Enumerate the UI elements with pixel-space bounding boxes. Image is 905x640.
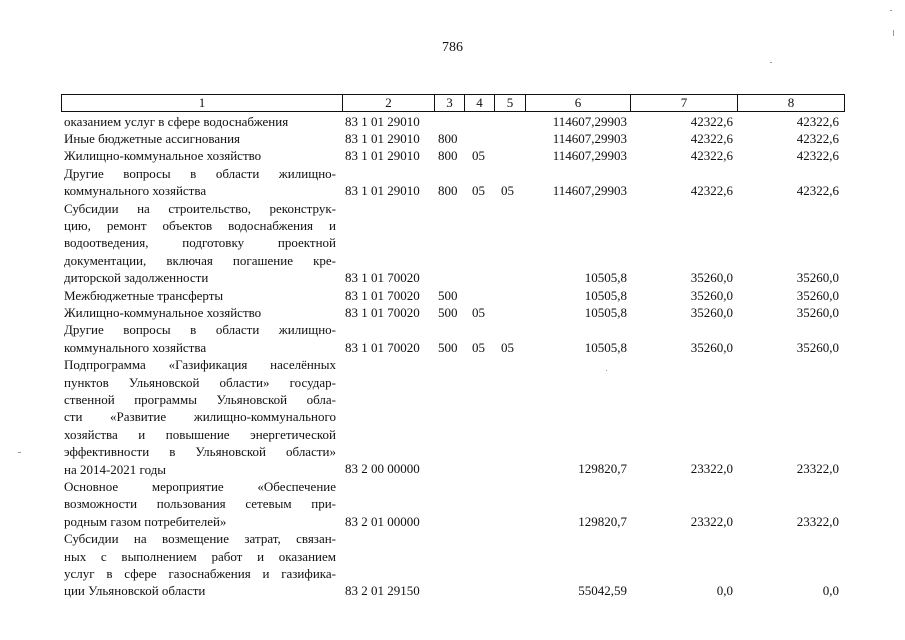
description-line: на 2014-2021 годы (64, 461, 167, 477)
expense-type-code: 500 (438, 287, 458, 303)
amount-col-8: 35260,0 (796, 304, 839, 320)
section-code: 05 (472, 304, 485, 320)
classification-code: 83 2 01 29150 (345, 583, 420, 599)
row-description (64, 130, 336, 147)
row-description (64, 478, 336, 530)
classification-code: 83 1 01 29010 (345, 183, 420, 199)
amount-col-6: 114607,29903 (552, 130, 627, 146)
amount-col-8: 42322,6 (796, 130, 839, 146)
amount-col-7: 35260,0 (690, 287, 733, 303)
table-row (0, 530, 905, 600)
amount-col-8: 35260,0 (796, 270, 839, 286)
row-description (64, 287, 336, 304)
description-line: коммунального хозяйства (64, 339, 207, 355)
amount-col-8: 35260,0 (796, 339, 839, 355)
page-number: 786 (442, 40, 463, 55)
description-line: ных с выполнением работ и оказанием (64, 548, 336, 564)
amount-col-7: 42322,6 (690, 148, 733, 164)
row-description (64, 113, 336, 130)
scan-speck (18, 452, 21, 453)
description-line: родным газом потребителей» (64, 513, 227, 529)
amount-col-6: 129820,7 (578, 513, 627, 529)
table-row (0, 321, 905, 356)
header-col-3: 3 (434, 94, 465, 112)
classification-code: 83 1 01 70020 (345, 339, 420, 355)
classification-code: 83 1 01 29010 (345, 148, 420, 164)
amount-col-6: 114607,29903 (552, 148, 627, 164)
row-description (64, 356, 336, 478)
description-line: Жилищно-коммунальное хозяйство (64, 304, 262, 320)
scan-speck (770, 62, 772, 63)
amount-col-8: 23322,0 (796, 461, 839, 477)
description-line: Субсидии на строительство, реконструк- (64, 200, 336, 216)
amount-col-7: 0,0 (716, 583, 733, 599)
expense-type-code: 500 (438, 304, 458, 320)
section-code: 05 (472, 339, 485, 355)
description-line: Жилищно-коммунальное хозяйство (64, 148, 262, 164)
amount-col-8: 42322,6 (796, 148, 839, 164)
table-row (0, 200, 905, 287)
expense-type-code: 800 (438, 130, 458, 146)
scan-speck (893, 30, 894, 36)
description-line: ции Ульяновской области (64, 583, 206, 599)
description-line: сти «Развитие жилищно-коммунального (64, 409, 336, 425)
table-row (0, 165, 905, 200)
expense-type-code: 500 (438, 339, 458, 355)
classification-code: 83 1 01 29010 (345, 130, 420, 146)
amount-col-8: 23322,0 (796, 513, 839, 529)
table-row (0, 130, 905, 147)
description-line: Другие вопросы в области жилищно- (64, 165, 336, 181)
amount-col-6: 114607,29903 (552, 113, 627, 129)
expense-type-code: 800 (438, 183, 458, 199)
classification-code: 83 2 01 00000 (345, 513, 420, 529)
description-line: ственной программы Ульяновской обла- (64, 391, 336, 407)
classification-code: 83 1 01 29010 (345, 113, 420, 129)
amount-col-8: 42322,6 (796, 113, 839, 129)
amount-col-6: 55042,59 (578, 583, 627, 599)
description-line: Основное мероприятие «Обеспечение (64, 478, 336, 494)
table-row (0, 478, 905, 530)
classification-code: 83 1 01 70020 (345, 287, 420, 303)
description-line: Иные бюджетные ассигнования (64, 130, 241, 146)
description-line: коммунального хозяйства (64, 183, 207, 199)
amount-col-7: 35260,0 (690, 304, 733, 320)
amount-col-6: 10505,8 (584, 304, 627, 320)
description-line: возможности пользования сетевым при- (64, 496, 336, 512)
description-line: пунктов Ульяновской области» государ- (64, 374, 336, 390)
header-col-6: 6 (525, 94, 631, 112)
description-line: эффективности в Ульяновской области» (64, 444, 336, 460)
description-line: оказанием услуг в сфере водоснабжения (64, 113, 289, 129)
header-col-4: 4 (464, 94, 495, 112)
table-row (0, 287, 905, 304)
description-line: хозяйства и повышение энергетической (64, 426, 336, 442)
description-line: Подпрограмма «Газификация населённых (64, 357, 336, 373)
table-row (0, 147, 905, 164)
scan-speck (890, 10, 892, 11)
row-description (64, 200, 336, 287)
amount-col-8: 0,0 (822, 583, 839, 599)
amount-col-8: 35260,0 (796, 287, 839, 303)
classification-code: 83 1 01 70020 (345, 270, 420, 286)
subsection-code: 05 (501, 339, 514, 355)
header-col-5: 5 (494, 94, 526, 112)
amount-col-6: 129820,7 (578, 461, 627, 477)
section-code: 05 (472, 148, 485, 164)
description-line: диторской задолженности (64, 270, 209, 286)
description-line: услуг в сфере газоснабжения и газифика- (64, 565, 336, 581)
header-col-8: 8 (737, 94, 845, 112)
classification-code: 83 2 00 00000 (345, 461, 420, 477)
subsection-code: 05 (501, 183, 514, 199)
description-line: Межбюджетные трансферты (64, 287, 224, 303)
row-description (64, 530, 336, 600)
amount-col-7: 42322,6 (690, 183, 733, 199)
description-line: документации, включая погашение кре- (64, 252, 336, 268)
row-description (64, 147, 336, 164)
description-line: Другие вопросы в области жилищно- (64, 322, 336, 338)
expense-type-code: 800 (438, 148, 458, 164)
table-row (0, 356, 905, 478)
amount-col-6: 10505,8 (584, 339, 627, 355)
amount-col-7: 42322,6 (690, 130, 733, 146)
amount-col-6: 114607,29903 (552, 183, 627, 199)
amount-col-8: 42322,6 (796, 183, 839, 199)
amount-col-7: 23322,0 (690, 513, 733, 529)
amount-col-6: 10505,8 (584, 287, 627, 303)
amount-col-7: 35260,0 (690, 270, 733, 286)
row-description (64, 321, 336, 356)
section-code: 05 (472, 183, 485, 199)
amount-col-7: 35260,0 (690, 339, 733, 355)
classification-code: 83 1 01 70020 (345, 304, 420, 320)
table-row (0, 113, 905, 130)
amount-col-7: 42322,6 (690, 113, 733, 129)
amount-col-6: 10505,8 (584, 270, 627, 286)
description-line: цию, ремонт объектов водоснабжения и (64, 217, 336, 233)
scan-speck (606, 370, 607, 371)
description-line: водоотведения, подготовку проектной (64, 235, 336, 251)
table-row (0, 304, 905, 321)
description-line: Субсидии на возмещение затрат, связан- (64, 531, 336, 547)
row-description (64, 304, 336, 321)
header-col-1: 1 (61, 94, 343, 112)
row-description (64, 165, 336, 200)
header-col-7: 7 (630, 94, 738, 112)
table-header (61, 94, 845, 112)
amount-col-7: 23322,0 (690, 461, 733, 477)
header-col-2: 2 (342, 94, 435, 112)
